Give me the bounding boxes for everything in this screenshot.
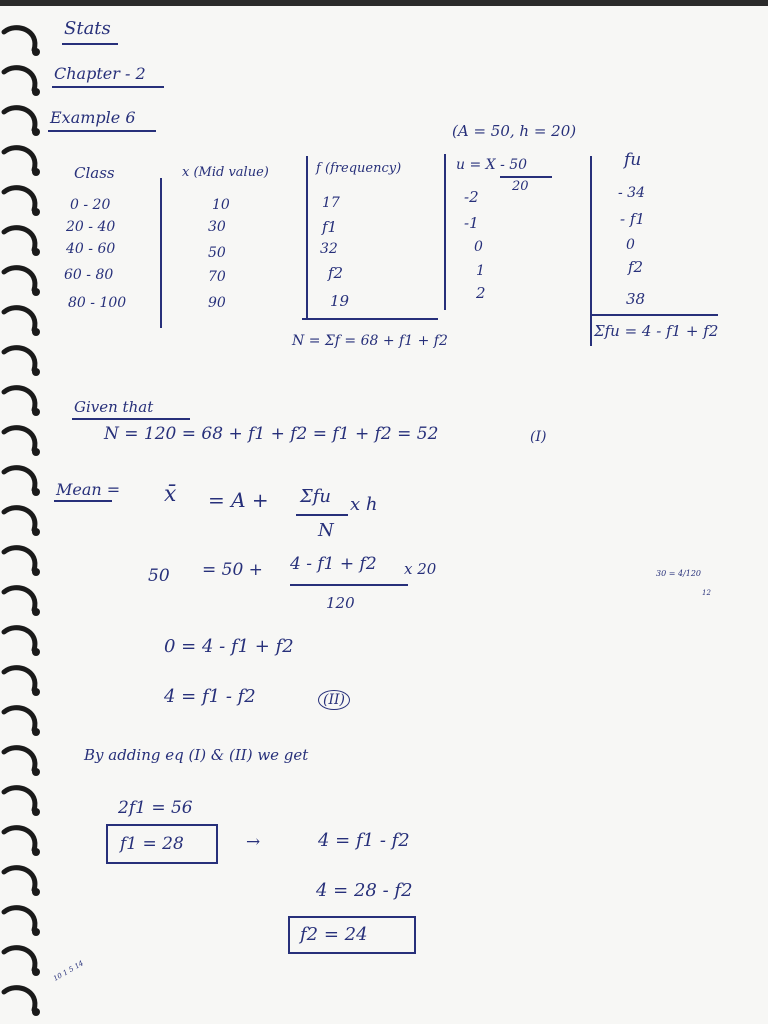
notebook-page <box>0 6 768 1024</box>
table-cell-class: 40 - 60 <box>66 241 116 257</box>
f1-result-box <box>106 824 218 864</box>
spiral-binding <box>0 16 48 1016</box>
col-header-frequency: f (frequency) <box>316 161 402 176</box>
table-cell-fu: 0 <box>626 237 635 253</box>
fu-sum-formula: Σfu = 4 - f1 + f2 <box>594 322 719 340</box>
table-cell-fu: - 34 <box>618 185 645 201</box>
example-heading: Example 6 <box>50 108 136 127</box>
chapter-heading: Chapter - 2 <box>54 64 146 83</box>
given-underline <box>72 418 190 420</box>
table-cell-class: 60 - 80 <box>64 267 114 283</box>
col-header-u-formula: u = X - 50 <box>456 157 528 173</box>
mean-rhs-start: = A + <box>208 488 269 512</box>
substitution-line-1: 4 = f1 - f2 <box>318 830 410 851</box>
mean-fraction-numerator: Σfu <box>300 486 331 507</box>
table-cell-class: 20 - 40 <box>66 219 116 235</box>
n-sum-formula: N = Σf = 68 + f1 + f2 <box>292 333 448 349</box>
given-equation: N = 120 = 68 + f1 + f2 = f1 + f2 = 52 <box>104 424 439 444</box>
table-cell-freq: 32 <box>320 241 338 257</box>
parameters-note: (A = 50, h = 20) <box>452 122 577 140</box>
given-label: Given that <box>74 398 154 416</box>
margin-scribble: 30 = 4/120 <box>656 569 702 578</box>
chapter-underline <box>52 86 164 88</box>
fu-total-rule <box>590 314 718 316</box>
table-cell-u: 2 <box>476 284 486 302</box>
table-cell-class: 80 - 100 <box>68 295 127 311</box>
f1-result: f1 = 28 <box>120 834 184 854</box>
table-divider <box>590 156 592 346</box>
sum-equation: 2f1 = 56 <box>118 798 193 818</box>
table-cell-mid: 30 <box>208 219 226 235</box>
table-cell-freq: 17 <box>322 195 340 211</box>
line50-denominator: 120 <box>326 594 355 612</box>
col-header-fu: fu <box>624 150 642 170</box>
mean-fraction-bar <box>296 514 348 516</box>
table-cell-freq: f2 <box>328 264 344 282</box>
mean-fraction-denominator: N <box>318 520 334 541</box>
line50-fraction-bar <box>290 584 408 586</box>
table-cell-u: 1 <box>476 263 485 279</box>
table-cell-freq: 19 <box>330 292 350 310</box>
zero-equation: 0 = 4 - f1 + f2 <box>164 636 294 657</box>
table-cell-u: 0 <box>474 239 483 255</box>
equation-tag-2: (II) <box>318 690 350 710</box>
equation-tag-1: (I) <box>530 429 547 445</box>
mean-rhs-end: x h <box>350 494 378 515</box>
table-cell-u: -2 <box>464 188 479 206</box>
corner-scribble: 10 1 5 14 <box>51 959 85 983</box>
margin-scribble-2: 12 <box>702 589 711 597</box>
table-cell-mid: 10 <box>212 197 230 213</box>
table-divider <box>306 156 308 318</box>
line50-lhs: 50 <box>148 566 170 586</box>
four-equation: 4 = f1 - f2 <box>164 686 256 707</box>
table-divider <box>444 154 446 310</box>
table-cell-fu: 38 <box>626 290 646 308</box>
line50-numerator: 4 - f1 + f2 <box>290 554 377 574</box>
subject-underline <box>62 43 118 45</box>
example-underline <box>48 130 156 132</box>
mean-symbol: x̄ <box>164 482 177 507</box>
u-fraction-bar <box>500 176 552 178</box>
subject-heading: Stats <box>64 18 111 39</box>
line50-rhs-start: = 50 + <box>202 560 263 580</box>
table-cell-fu: - f1 <box>620 210 645 228</box>
col-header-mid-value: x (Mid value) <box>182 165 269 180</box>
table-cell-fu: f2 <box>628 258 644 276</box>
adding-statement: By adding eq (I) & (II) we get <box>84 746 309 764</box>
arrow-icon: → <box>246 832 261 852</box>
substitution-line-2: 4 = 28 - f2 <box>316 880 413 901</box>
table-cell-class: 0 - 20 <box>70 197 111 213</box>
freq-total-rule <box>302 318 438 320</box>
table-cell-mid: 50 <box>208 245 226 261</box>
col-header-class: Class <box>74 164 115 182</box>
table-cell-freq: f1 <box>322 218 338 236</box>
col-header-u-denominator: 20 <box>512 179 529 194</box>
mean-underline <box>54 500 112 502</box>
mean-label: Mean = <box>56 480 121 499</box>
table-divider <box>160 178 162 328</box>
f2-result: f2 = 24 <box>300 924 368 945</box>
line50-rhs-end: x 20 <box>404 560 437 578</box>
table-cell-mid: 90 <box>208 295 226 311</box>
f2-result-box <box>288 916 416 954</box>
table-cell-mid: 70 <box>208 269 226 285</box>
table-cell-u: -1 <box>464 214 479 232</box>
